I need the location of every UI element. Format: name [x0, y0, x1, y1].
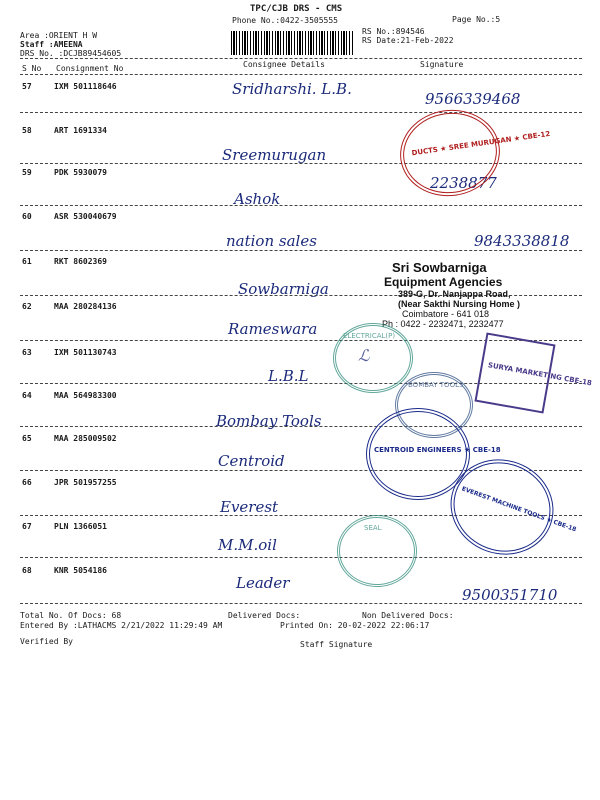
- stamp-company-line2: Equipment Agencies: [384, 275, 503, 289]
- surya-marketing-stamp: [474, 332, 593, 413]
- stamp-text: SEAL: [364, 524, 382, 532]
- row-consignment: PLN 1366051: [54, 522, 107, 531]
- rs-date: RS Date:21-Feb-2022: [362, 36, 454, 45]
- row-consignee: Bombay Tools: [216, 412, 322, 430]
- stamp-address-1: 389-G, Dr. Nanjappa Road,: [398, 289, 511, 299]
- mm-oil-stamp: [337, 515, 417, 587]
- row-consignment: MAA 285009502: [54, 434, 117, 443]
- row-divider: [20, 112, 582, 113]
- barcode: [231, 31, 353, 55]
- row-consignment: IXM 501118646: [54, 82, 117, 91]
- total-docs: Total No. Of Docs: 68: [20, 611, 122, 620]
- phone-number: Phone No.:0422-3505555: [232, 16, 338, 25]
- page-number: Page No.:5: [452, 15, 501, 24]
- row-sno: 68: [22, 566, 32, 575]
- row-consignee: Sridharshi. L.B.: [232, 80, 352, 98]
- row-consignee: L.B.L: [268, 367, 309, 385]
- row-signature: 9843338818: [474, 232, 570, 250]
- row-consignee: Sreemurugan: [222, 146, 327, 164]
- row-sno: 60: [22, 212, 32, 221]
- drs-number: DRS No. :DCJB89454605: [20, 49, 122, 58]
- row-consignee: Everest: [220, 498, 279, 516]
- signature-scribble: ℒ: [358, 346, 370, 365]
- col-signature: Signature: [420, 60, 464, 69]
- row-sno: 63: [22, 348, 32, 357]
- col-consignment: Consignment No: [56, 64, 124, 73]
- row-consignee: M.M.oil: [218, 536, 277, 554]
- row-consignee: Leader: [236, 574, 290, 592]
- area-label: Area :ORIENT H W: [20, 31, 98, 40]
- row-consignment: ART 1691334: [54, 126, 107, 135]
- header-divider: [20, 58, 582, 59]
- stamp-text: ELECTRICAL(P): [343, 332, 396, 340]
- row-consignment: IXM 501130743: [54, 348, 117, 357]
- row-consignment: KNR 5054186: [54, 566, 107, 575]
- stamp-address-3: Coimbatore - 641 018: [402, 309, 490, 319]
- row-signature: 2238877: [430, 174, 497, 192]
- staff-label: Staff :AMEENA: [20, 40, 83, 49]
- verified-by: Verified By: [20, 637, 73, 646]
- row-sno: 57: [22, 82, 32, 91]
- row-sno: 64: [22, 391, 32, 400]
- row-divider: [20, 557, 582, 558]
- stamp-address-2: (Near Sakthi Nursing Home ): [398, 299, 521, 309]
- stamp-phone: Ph : 0422 - 2232471, 2232477: [382, 319, 504, 329]
- row-consignment: JPR 501957255: [54, 478, 117, 487]
- row-sno: 66: [22, 478, 32, 487]
- columns-divider: [20, 74, 582, 75]
- printed-on: Printed On: 20-02-2022 22:06:17: [280, 621, 430, 630]
- row-consignment: MAA 564983300: [54, 391, 117, 400]
- electricals-stamp: [333, 323, 413, 393]
- row-sno: 61: [22, 257, 32, 266]
- delivered-docs: Delivered Docs:: [228, 611, 301, 620]
- entered-by: Entered By :LATHACMS 2/21/2022 11:29:49 AM: [20, 621, 223, 630]
- row-consignment: RKT 8602369: [54, 257, 107, 266]
- row-signature: 9500351710: [462, 586, 558, 604]
- stamp-text: EVEREST MACHINE TOOLS ★ CBE-18: [460, 485, 578, 534]
- row-sno: 65: [22, 434, 32, 443]
- stamp-text: BOMBAY TOOLS: [408, 381, 464, 389]
- stamp-company-name: Sri Sowbarniga: [392, 260, 487, 275]
- row-consignment: ASR 530040679: [54, 212, 117, 221]
- sowbarniga-stamp: [378, 260, 538, 329]
- row-sno: 62: [22, 302, 32, 311]
- row-consignment: PDK 5930079: [54, 168, 107, 177]
- row-consignee: Rameswara: [228, 320, 318, 338]
- row-divider: [20, 250, 582, 251]
- rs-number: RS No.:894546: [362, 27, 425, 36]
- row-consignment: MAA 280284136: [54, 302, 117, 311]
- col-consignee: Consignee Details: [243, 60, 325, 69]
- document-title: TPC/CJB DRS - CMS: [250, 4, 343, 14]
- stamp-text: DUCTS ★ SREE MURUGAN ★ CBE-12: [411, 129, 551, 158]
- staff-signature: Staff Signature: [300, 640, 373, 649]
- row-consignee: nation sales: [226, 232, 317, 250]
- row-divider: [20, 603, 582, 604]
- row-signature: 9566339468: [425, 90, 521, 108]
- row-consignee: Sowbarniga: [238, 280, 329, 298]
- row-consignee: Ashok: [234, 190, 281, 208]
- row-consignee: Centroid: [218, 452, 285, 470]
- row-sno: 59: [22, 168, 32, 177]
- row-divider: [20, 426, 582, 427]
- stamp-text: SURYA MARKETING CBE-18: [487, 361, 593, 388]
- row-sno: 67: [22, 522, 32, 531]
- stamp-text: CENTROID ENGINEERS ★ CBE-18: [374, 446, 501, 454]
- non-delivered-docs: Non Delivered Docs:: [362, 611, 454, 620]
- col-sno: S No: [22, 64, 42, 73]
- row-divider: [20, 205, 582, 206]
- row-sno: 58: [22, 126, 32, 135]
